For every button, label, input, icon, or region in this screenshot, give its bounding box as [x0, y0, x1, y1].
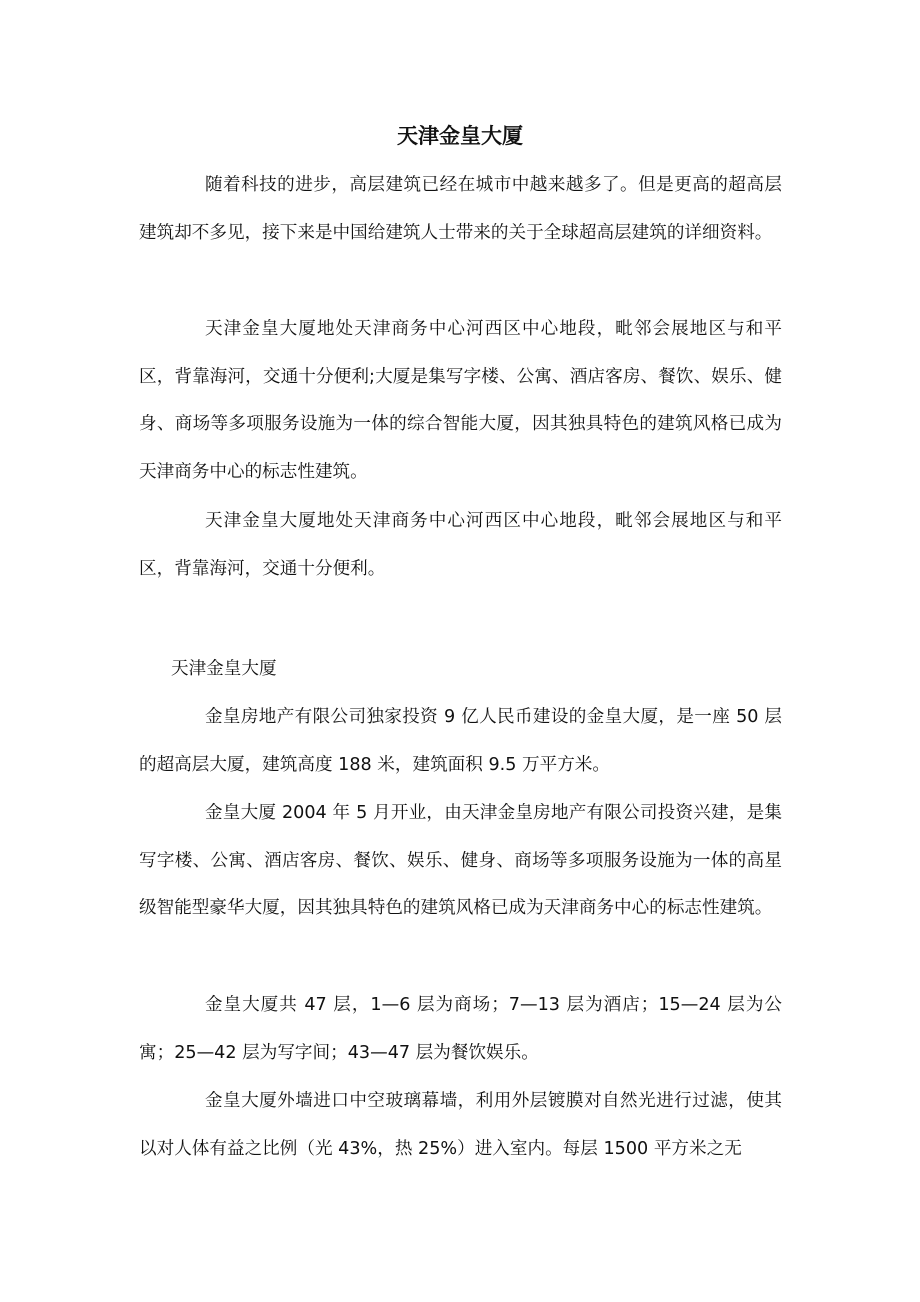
location-paragraph: 天津金皇大厦地处天津商务中心河西区中心地段，毗邻会展地区与和平区，背靠海河，交通十分便利;大厦是集写字楼、公寓、酒店客房、餐饮、娱乐、健身、商场等多项服务设施为一体的综合智能大厦，因其独具特色的建筑风格已成为天津商务中心的标志性建筑。 — [139, 319, 782, 482]
document-title: 天津金皇大厦 — [397, 124, 523, 148]
investment-paragraph: 金皇房地产有限公司独家投资 9 亿人民币建设的金皇大厦，是一座 50 层的超高层大厦，建筑高度 188 米，建筑面积 9.5 万平方米。 — [139, 707, 782, 775]
section-subheading: 天津金皇大厦 — [171, 659, 277, 679]
floors-paragraph: 金皇大厦共 47 层，1—6 层为商场；7—13 层为酒店；15—24 层为公寓；25—42 层为写字间；43—47 层为餐饮娱乐。 — [139, 995, 782, 1063]
location-summary-paragraph: 天津金皇大厦地处天津商务中心河西区中心地段，毗邻会展地区与和平区，背靠海河，交通十分便利。 — [139, 511, 782, 579]
intro-paragraph: 随着科技的进步，高层建筑已经在城市中越来越多了。但是更高的超高层建筑却不多见，接下来是中国给建筑人士带来的关于全球超高层建筑的详细资料。 — [139, 175, 782, 243]
opening-paragraph: 金皇大厦 2004 年 5 月开业，由天津金皇房地产有限公司投资兴建，是集写字楼、公寓、酒店客房、餐饮、娱乐、健身、商场等多项服务设施为一体的高星级智能型豪华大厦，因其独具特色的建筑风格已成为天津商务中心的标志性建筑。 — [139, 803, 782, 918]
facade-paragraph: 金皇大厦外墙进口中空玻璃幕墙，利用外层镀膜对自然光进行过滤，使其以对人体有益之比例（光 43%，热 25%）进入室内。每层 1500 平方米之无 — [139, 1091, 782, 1159]
